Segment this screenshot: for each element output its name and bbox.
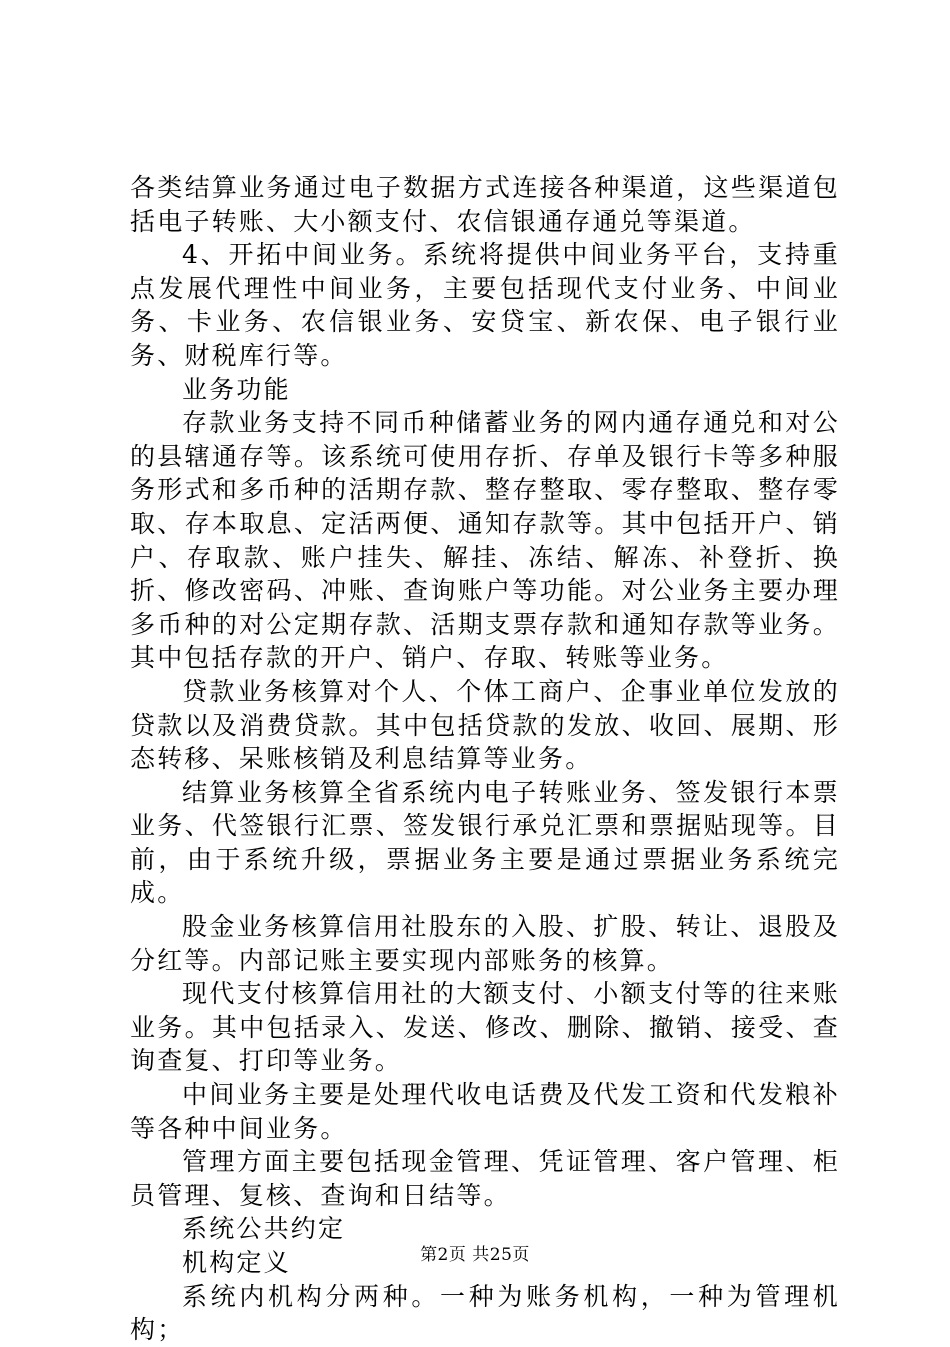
paragraph: 系统内机构分两种。一种为账务机构，一种为管理机构；	[130, 1281, 840, 1345]
document-body	[130, 171, 840, 1347]
paragraph: 中间业务主要是处理代收电话费及代发工资和代发粮补等各种中间业务。	[130, 1080, 840, 1143]
section-heading: 系统公共约定	[182, 1214, 346, 1244]
paragraph: 现代支付核算信用社的大额支付、小额支付等的往来账业务。其中包括录入、发送、修改、删除、撤销、接受、查询查复、打印等业务。	[130, 979, 840, 1076]
paragraph: 各类结算业务通过电子数据方式连接各种渠道，这些渠道包括电子转账、大小额支付、农信银通存通兑等渠道。	[130, 173, 840, 236]
paragraph: 存款业务支持不同币种储蓄业务的网内通存通兑和对公的县辖通存等。该系统可使用存折、存单及银行卡等多种服务形式和多币种的活期存款、整存整取、零存整取、整存零取、存本取息、定活两便、通知存款等。其中包括开户、销户、存取款、账户挂失、解挂、冻结、解冻、补登折、换折、修改密码、冲账、查询账户等功能。对公业务主要办理多币种的对公定期存款、活期支票存款和通知存款等业务。其中包括存款的开户、销户、存取、转账等业务。	[130, 408, 840, 673]
paragraph: 股金业务核算信用社股东的入股、扩股、转让、退股及分红等。内部记账主要实现内部账务的核算。	[130, 912, 840, 975]
paragraph: 管理方面主要包括现金管理、凭证管理、客户管理、柜员管理、复核、查询和日结等。	[130, 1147, 840, 1210]
paragraph: 4、开拓中间业务。系统将提供中间业务平台，支持重点发展代理性中间业务，主要包括现代支付业务、中间业务、卡业务、农信银业务、安贷宝、新农保、电子银行业务、财税库行等。	[130, 240, 840, 370]
paragraph: 贷款业务核算对个人、个体工商户、企事业单位发放的贷款以及消费贷款。其中包括贷款的发放、收回、展期、形态转移、呆账核销及利息结算等业务。	[130, 676, 840, 774]
page-indicator: 第2页 共25页	[420, 1245, 530, 1265]
page-footer	[0, 1244, 950, 1266]
section-heading: 机构定义	[182, 1248, 291, 1277]
paragraph: 结算业务核算全省系统内电子转账业务、签发银行本票业务、代签银行汇票、签发银行承兑汇票和票据贴现等。目前，由于系统升级，票据业务主要是通过票据业务系统完成。	[130, 777, 840, 908]
section-heading: 业务功能	[182, 374, 291, 404]
